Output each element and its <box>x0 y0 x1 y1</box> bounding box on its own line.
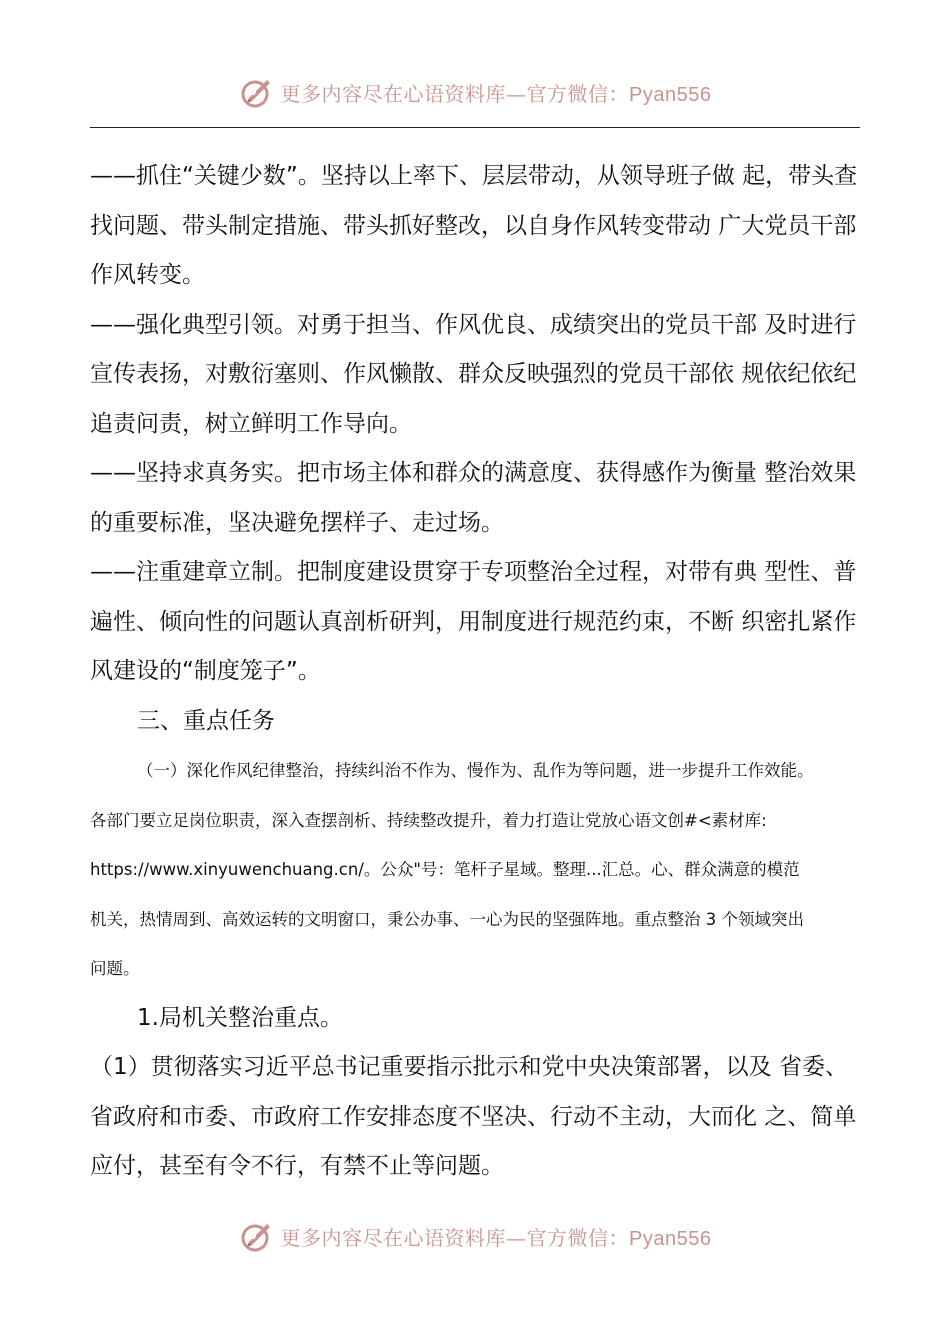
final-paragraph <box>90 1043 860 1192</box>
pen-logo-icon <box>239 74 275 110</box>
text-line: 之、简单应付，甚至有令不行，有禁不止等问题。 <box>90 1103 857 1179</box>
text-line: 广大党员干部作风转变。 <box>90 212 857 288</box>
text-line: 问题。 <box>90 959 140 978</box>
small-paragraph <box>90 746 860 994</box>
header-banner-text: 更多内容尽在心语资料库—官方微信：Pyan556 <box>280 81 712 106</box>
text-line: 起，带头查找问题、带头制定措施、带头抓好整改，以自身作风转变带动 <box>90 163 858 239</box>
paragraph-4 <box>90 548 860 697</box>
footer-wechat-id: Pyan556 <box>629 1227 712 1250</box>
paragraph-2 <box>90 301 860 450</box>
text-line: 型性、普遍性、倾向性的问题认真剖析研判，用制度进行规范约束，不断 <box>90 559 857 635</box>
paragraph-1 <box>90 152 860 301</box>
text-line: 省委、省政府和市委、市政府工作安排态度不坚决、行动不主动，大而化 <box>90 1054 848 1130</box>
text-line: https://www.xinyuwenchuang.cn/。公众"号：笔杆子星域。整理...汇总。心、群众满意的模范 <box>90 860 800 879</box>
subheading: 1.局机关整治重点。 <box>137 1004 343 1031</box>
paragraph-3 <box>90 449 860 548</box>
text-line: 整治效果的重要标准，坚决避免摆样子、走过场。 <box>90 460 857 536</box>
text-line: 各部门要立足岗位职责，深入查摆剖析、持续整改提升，着力打造让党放心语文创#<素材库: <box>90 810 767 830</box>
text-line: ——抓住“关键少数”。坚持以上率下、层层带动，从领导班子做 <box>90 163 735 189</box>
pen-logo-icon <box>239 1218 275 1254</box>
header-rule <box>90 127 860 128</box>
text-line: 织密扎紧作风建设的“制度笼子”。 <box>90 608 857 684</box>
text-line: 及时进行宣传表扬，对敷衍塞则、作风懒散、群众反映强烈的党员干部依 <box>90 311 857 387</box>
text-line: ——强化典型引领。对勇于担当、作风优良、成绩突出的党员干部 <box>90 311 757 338</box>
text-line: （1）贯彻落实习近平总书记重要指示批示和党中央决策部署，以及 <box>90 1054 772 1080</box>
document-body <box>90 152 860 1192</box>
text-line: 规依纪依纪追责问责，树立鲜明工作导向。 <box>90 361 857 437</box>
text-line: （一）深化作风纪律整治，持续纠治不作为、慢作为、乱作为等问题，进一步提升工作效能。 <box>137 761 814 780</box>
text-line: ——坚持求真务实。把市场主体和群众的满意度、获得感作为衡量 <box>90 460 757 486</box>
text-line: ——注重建章立制。把制度建设贯穿于专项整治全过程，对带有典 <box>90 559 757 585</box>
header-wechat-id: Pyan556 <box>629 83 712 106</box>
footer-banner-text: 更多内容尽在心语资料库—官方微信：Pyan556 <box>280 1225 712 1250</box>
text-line: 机关，热情周到、高效运转的文明窗口，秉公办事、一心为民的坚强阵地。重点整治 3 个领域突出 <box>90 909 804 929</box>
header-banner <box>0 72 950 112</box>
footer-banner <box>0 1216 950 1256</box>
section-heading: 三、重点任务 <box>137 707 275 734</box>
